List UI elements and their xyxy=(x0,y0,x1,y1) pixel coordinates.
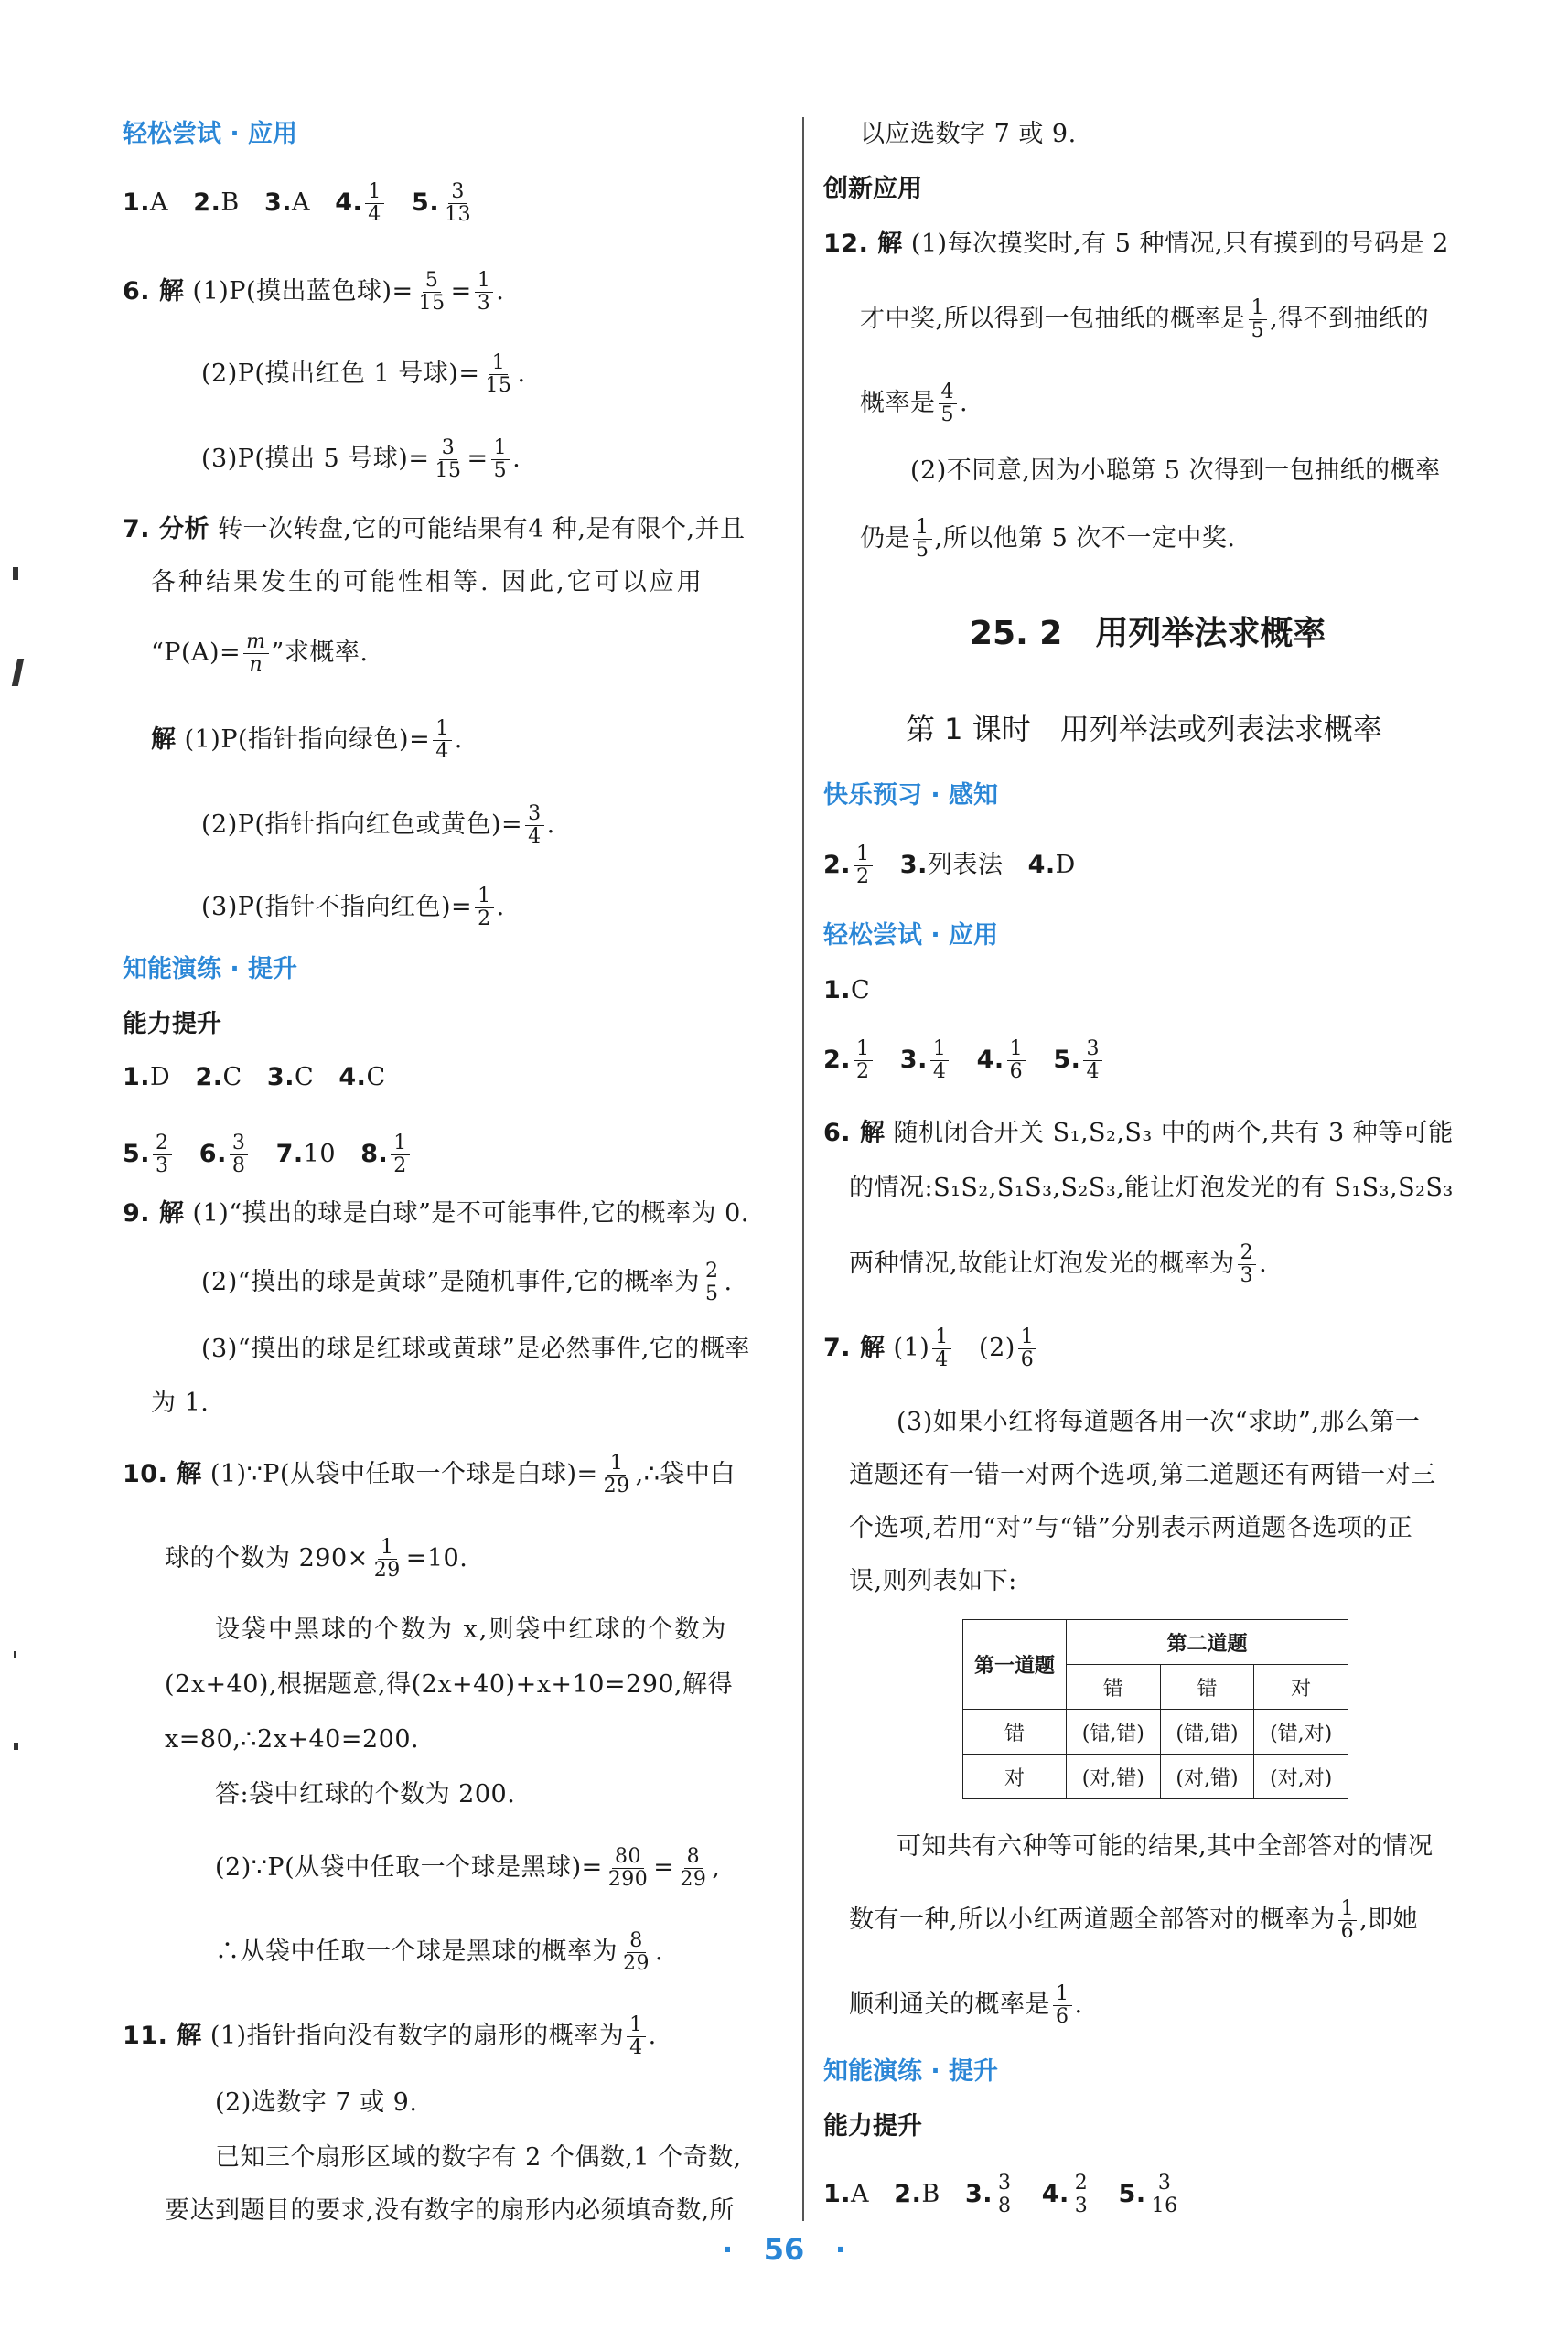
q7-line5: 误,则列表如下: xyxy=(849,1567,1017,1595)
column-divider xyxy=(802,117,804,2221)
answer-line: 1.C xyxy=(823,976,871,1004)
section-heading: 知能演练 · 提升 xyxy=(123,955,298,983)
q11-line3: 已知三个扇形区域的数字有 2 个偶数,1 个奇数, xyxy=(215,2143,742,2172)
page-number: · 56 · xyxy=(722,2232,846,2267)
answer-line: 1.A 2.B 3. $\frac{3}{8}$ 4. $\frac{2}{3}$ 5. $\frac{3}{16}$ xyxy=(823,2172,1178,2217)
q7-line2: 各种结果发生的可能性相等. 因此,它可以应用 xyxy=(151,568,704,596)
table-cell: (错,对) xyxy=(1254,1710,1348,1755)
answer-line: 2. $\frac{1}{2}$ 3. $\frac{1}{4}$ 4. $\frac{1}{6}$ 5. $\frac{3}{4}$ xyxy=(823,1038,1105,1083)
q12-line4: (2)不同意,因为小聪第 5 次得到一包抽纸的概率 xyxy=(910,456,1441,485)
q7-line7: 数有一种,所以小红两道题全部答对的概率为 $\frac{1}{6}$ ,即她 xyxy=(849,1897,1419,1943)
q7-line6: 可知共有六种等可能的结果,其中全部答对的情况 xyxy=(897,1832,1434,1861)
q9-line2: (2)“摸出的球是黄球”是随机事件,它的概率为 $\frac{2}{5}$ . xyxy=(201,1260,733,1305)
q7-line8: 顺利通关的概率是 $\frac{1}{6}$ . xyxy=(849,1982,1083,2028)
table-cell: (对,错) xyxy=(1160,1755,1254,1799)
answer-line: 1.D 2.C 3.C 4.C xyxy=(123,1063,386,1091)
scan-mark xyxy=(14,1743,18,1750)
outcome-table xyxy=(962,1619,1348,1799)
table-col-header: 对 xyxy=(1254,1665,1348,1710)
table-cell: (错,错) xyxy=(1067,1710,1161,1755)
subsection-heading: 创新应用 xyxy=(823,175,922,203)
q6-line1: 6. 解 (1)P(摸出蓝色球)= $\frac{5}{15}$ = $\frac{1}{3}$ . xyxy=(123,269,505,315)
table-col-header: 错 xyxy=(1067,1665,1161,1710)
table-row xyxy=(963,1710,1348,1755)
q9-line3: (3)“摸出的球是红球或黄球”是必然事件,它的概率 xyxy=(201,1335,750,1363)
section-heading: 知能演练 · 提升 xyxy=(823,2057,999,2086)
page-dot-icon: · xyxy=(834,2232,846,2267)
q7-line1: 7. 分析 转一次转盘,它的可能结果有4 种,是有限个,并且 xyxy=(123,515,746,543)
answer-line: 5. $\frac{2}{3}$ 6. $\frac{3}{8}$ 7.10 8. $\frac{1}{2}$ xyxy=(123,1132,413,1177)
page-dot-icon: · xyxy=(722,2232,734,2267)
q10-line8: ∴从袋中任取一个球是黑球的概率为 $\frac{8}{29}$ . xyxy=(215,1929,664,1975)
q10-line1: 10. 解 (1)∵P(从袋中任取一个球是白球)= $\frac{1}{29}$ ,∴袋中白 xyxy=(123,1452,736,1497)
table-top-header: 第二道题 xyxy=(1067,1620,1348,1665)
table-row xyxy=(963,1755,1348,1799)
subsection-heading: 能力提升 xyxy=(823,2112,922,2141)
q7-line3: “P(A)= $\frac{m}{n}$ ”求概率. xyxy=(151,630,369,676)
q6-line3: 两种情况,故能让灯泡发光的概率为 $\frac{2}{3}$ . xyxy=(849,1241,1268,1287)
q9-line4: 为 1. xyxy=(151,1389,209,1417)
table-cell: (对,对) xyxy=(1254,1755,1348,1799)
table-row-header: 对 xyxy=(963,1755,1067,1799)
q11-line2: (2)选数字 7 或 9. xyxy=(215,2088,418,2117)
q12-line3: 概率是 $\frac{4}{5}$ . xyxy=(860,381,969,426)
table-row-header: 错 xyxy=(963,1710,1067,1755)
answer-line: 2. $\frac{1}{2}$ 3.列表法 4.D xyxy=(823,843,1076,888)
q6-line2: (2)P(摸出红色 1 号球)= $\frac{1}{15}$ . xyxy=(201,351,526,397)
q10-line7: (2)∵P(从袋中任取一个球是黑球)= $\frac{80}{290}$ = $\frac{8}{29}$ , xyxy=(215,1845,721,1891)
table-col-header: 错 xyxy=(1160,1665,1254,1710)
table-corner-header: 第一道题 xyxy=(963,1620,1067,1710)
q6-line2: 的情况:S₁S₂,S₁S₃,S₂S₃,能让灯泡发光的有 S₁S₃,S₂S₃ xyxy=(849,1174,1454,1202)
q6-line3: (3)P(摸出 5 号球)= $\frac{3}{15}$ = $\frac{1}{5}$ . xyxy=(201,436,521,482)
q11-continued: 以应选数字 7 或 9. xyxy=(860,120,1077,148)
q10-line6: 答:袋中红球的个数为 200. xyxy=(215,1780,516,1808)
lesson-title: 第 1 课时 用列举法或列表法求概率 xyxy=(906,712,1382,746)
q11-line4: 要达到题目的要求,没有数字的扇形内必须填奇数,所 xyxy=(165,2196,736,2225)
q10-line2: 球的个数为 290× $\frac{1}{29}$ =10. xyxy=(165,1536,468,1582)
scan-mark xyxy=(14,1651,16,1658)
scan-mark xyxy=(12,659,24,686)
q7-line6: (3)P(指针不指向红色)= $\frac{1}{2}$ . xyxy=(201,885,505,930)
table-cell: (错,错) xyxy=(1160,1710,1254,1755)
q12-line5: 仍是 $\frac{1}{5}$ ,所以他第 5 次不一定中奖. xyxy=(860,516,1236,562)
q7-line3: 道题还有一错一对两个选项,第二道题还有两错一对三 xyxy=(849,1461,1436,1489)
scan-mark xyxy=(13,567,18,580)
table-cell: (对,错) xyxy=(1067,1755,1161,1799)
q12-line1: 12. 解 (1)每次摸奖时,有 5 种情况,只有摸到的号码是 2 xyxy=(823,230,1449,258)
answer-line: 1.A 2.B 3.A 4. $\frac{1}{4}$ 5. $\frac{3}{13}$ xyxy=(123,180,472,226)
q7-line1: 7. 解 (1) $\frac{1}{4}$ (2) $\frac{1}{6}$ xyxy=(823,1326,1039,1371)
q7-line4: 个选项,若用“对”与“错”分别表示两道题各选项的正 xyxy=(849,1514,1413,1542)
q9-line1: 9. 解 (1)“摸出的球是白球”是不可能事件,它的概率为 0. xyxy=(123,1199,749,1228)
q6-line1: 6. 解 随机闭合开关 S₁,S₂,S₃ 中的两个,共有 3 种等可能 xyxy=(823,1119,1454,1147)
q10-line4: (2x+40),根据题意,得(2x+40)+x+10=290,解得 xyxy=(165,1670,734,1699)
section-heading: 轻松尝试 · 应用 xyxy=(123,120,298,148)
section-heading: 轻松尝试 · 应用 xyxy=(823,921,999,950)
q12-line2: 才中奖,所以得到一包抽纸的概率是 $\frac{1}{5}$ ,得不到抽纸的 xyxy=(860,296,1430,342)
chapter-title: 25. 2 用列举法求概率 xyxy=(970,615,1326,652)
q10-line3: 设袋中黑球的个数为 x,则袋中红球的个数为 xyxy=(215,1615,728,1644)
q7-line4: 解 (1)P(指针指向绿色)= $\frac{1}{4}$ . xyxy=(151,717,463,763)
q11-line1: 11. 解 (1)指针指向没有数字的扇形的概率为 $\frac{1}{4}$ . xyxy=(123,2013,657,2059)
q7-line2: (3)如果小红将每道题各用一次“求助”,那么第一 xyxy=(897,1408,1421,1436)
subsection-heading: 能力提升 xyxy=(123,1010,221,1038)
q10-line5: x=80,∴2x+40=200. xyxy=(165,1725,420,1754)
q7-line5: (2)P(指针指向红色或黄色)= $\frac{3}{4}$ . xyxy=(201,802,555,848)
section-heading: 快乐预习 · 感知 xyxy=(823,781,999,810)
